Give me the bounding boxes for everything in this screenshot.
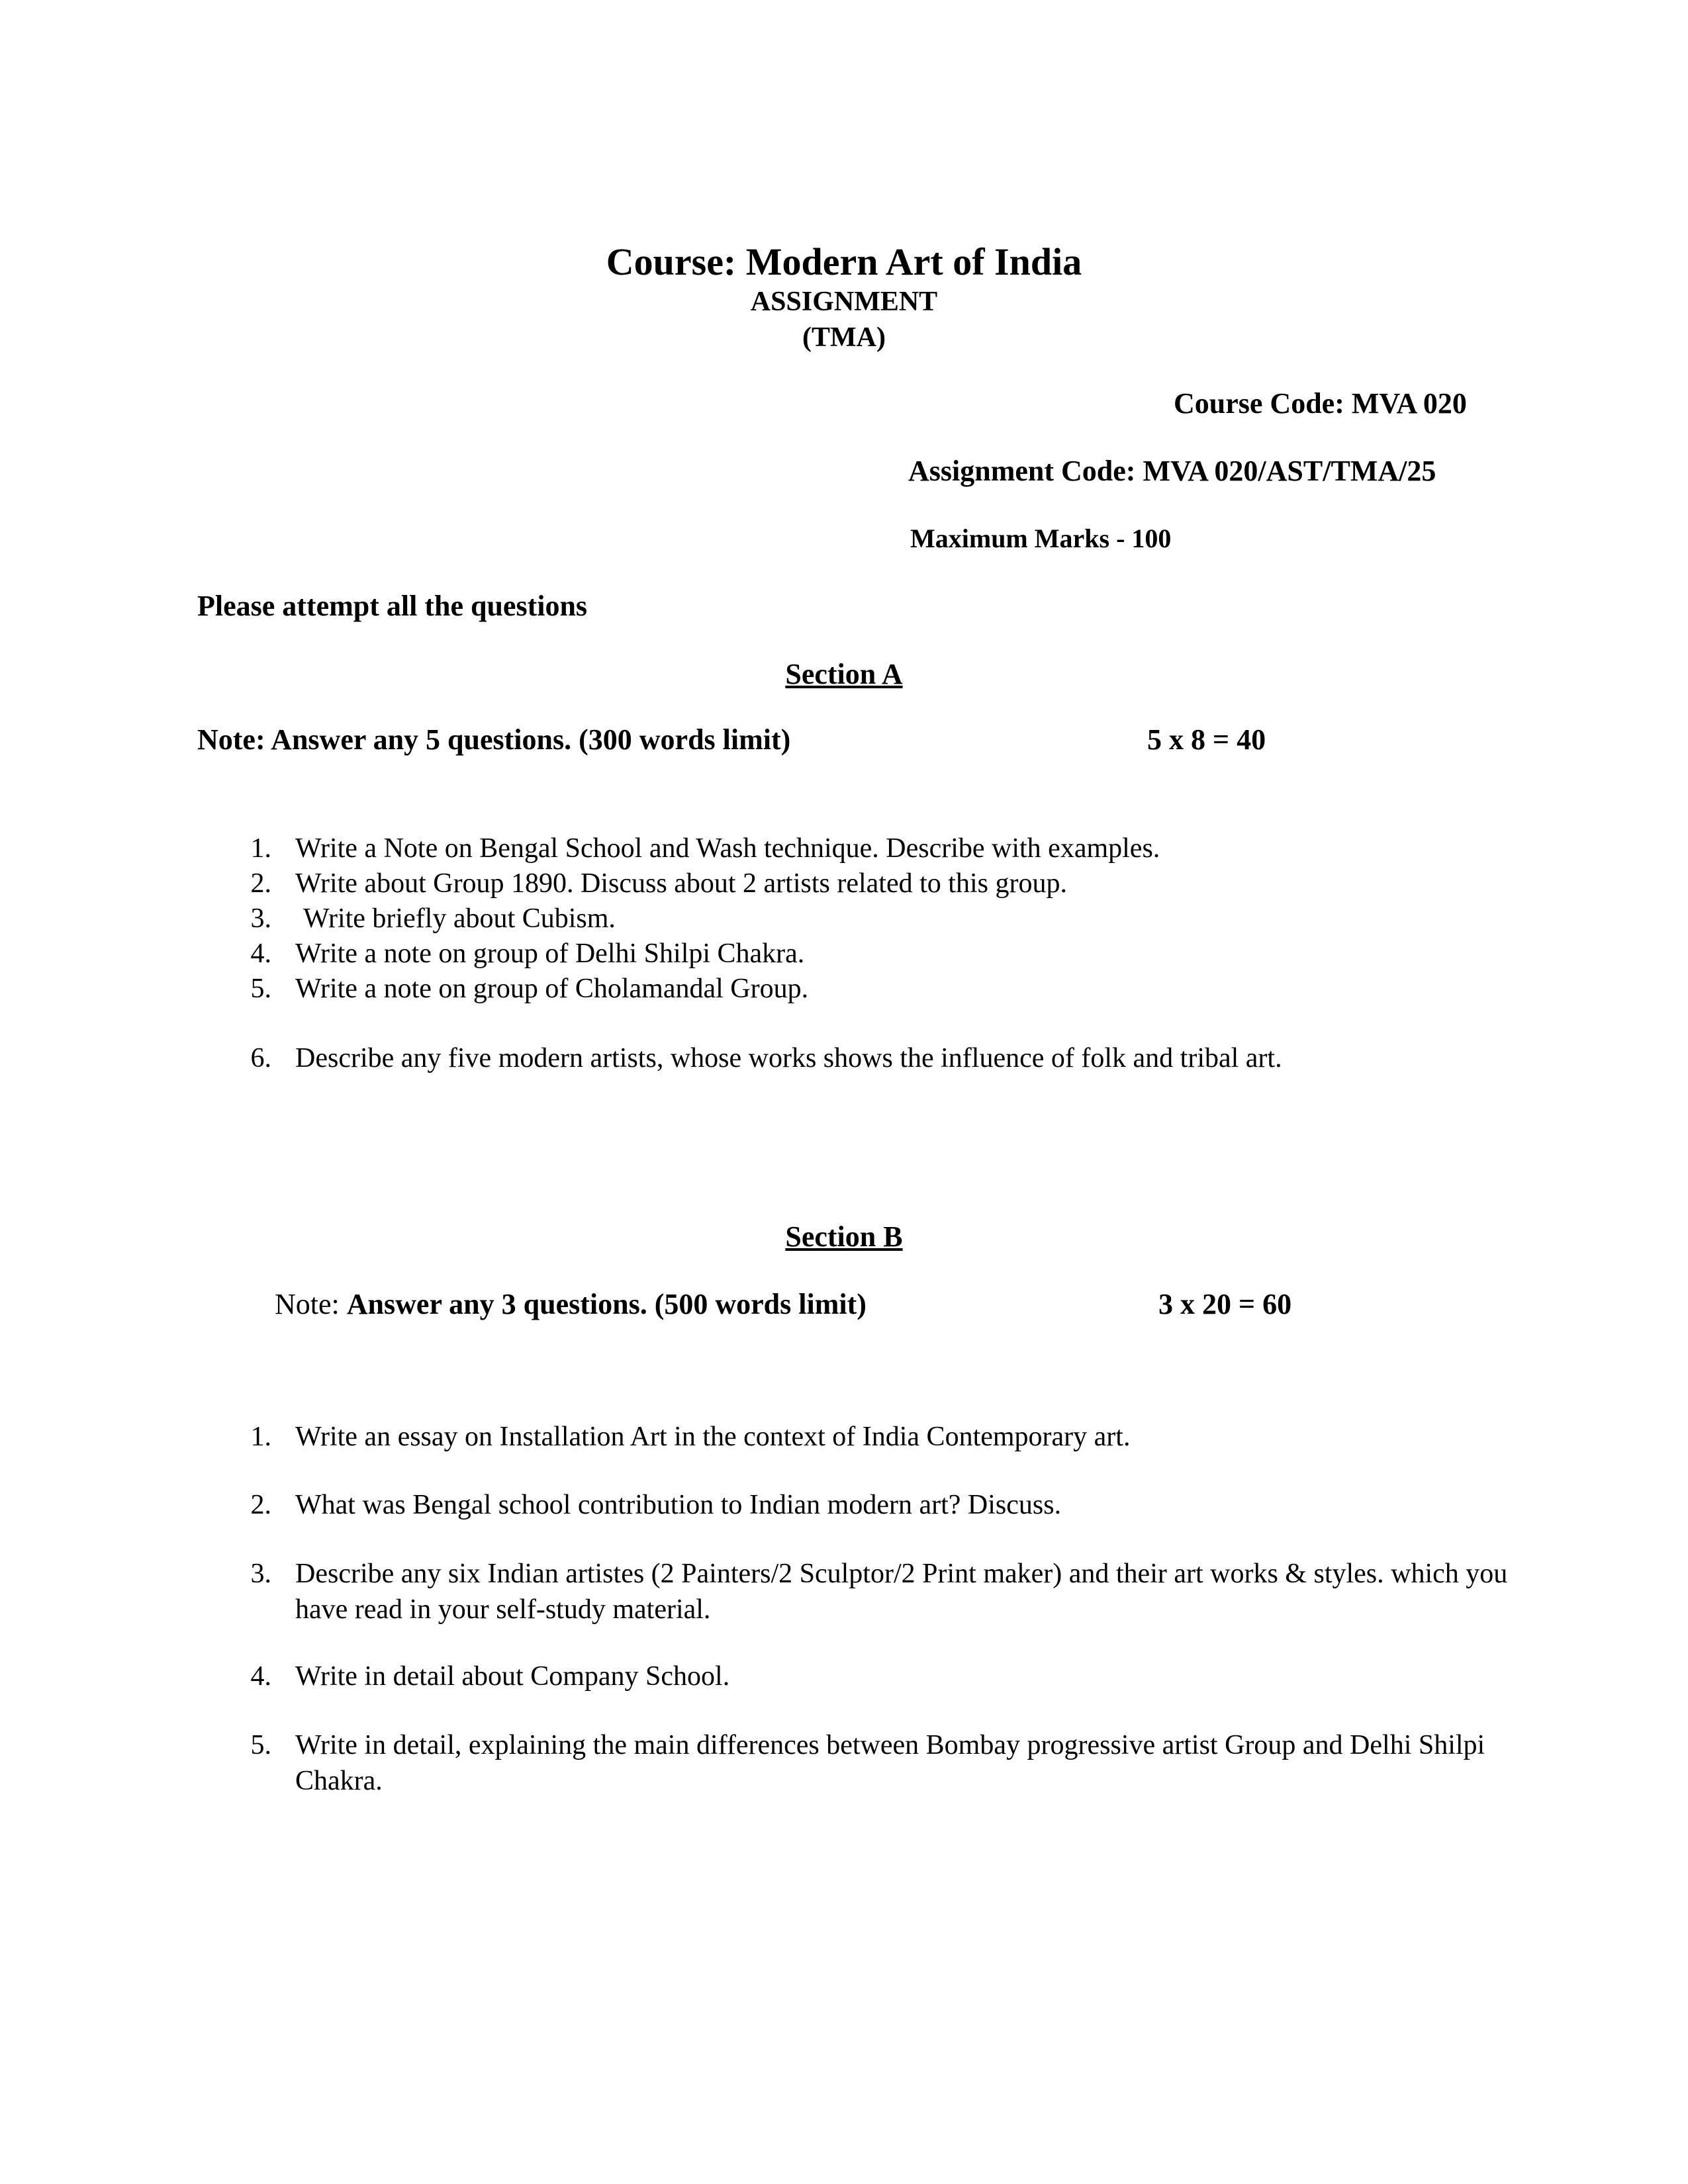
section-b-heading: Section B [785, 1220, 903, 1253]
section-a-question-text: Write a Note on Bengal School and Wash technique. Describe with examples. [295, 833, 1160, 864]
tma-label: (TMA) [802, 322, 886, 353]
section-b-question-text: Describe any six Indian artistes (2 Painters/2 Sculptor/2 Print maker) and their art works & styles. which you have read in your self-study material. [295, 1559, 1508, 1625]
section-b-note [275, 1287, 867, 1321]
section-a-heading: Section A [785, 658, 903, 690]
section-b-note-prefix: Note: [275, 1288, 347, 1320]
instruction-text: Please attempt all the questions [197, 590, 588, 622]
section-b-note-text: Answer any 3 questions. (500 words limit) [346, 1288, 867, 1320]
section-a-note: Note: Answer any 5 questions. (300 words limit) [197, 723, 791, 756]
section-b-question-number: 1. [250, 1422, 271, 1452]
section-a-question-text: Write about Group 1890. Discuss about 2 artists related to this group. [295, 868, 1067, 899]
assignment-label: ASSIGNMENT [750, 287, 938, 317]
section-b-question-text: Write in detail about Company School. [295, 1661, 730, 1692]
section-a-question-text: Write a note on group of Delhi Shilpi Chakra. [295, 938, 805, 969]
section-b-marks: 3 x 20 = 60 [1158, 1288, 1292, 1320]
section-a-question-number: 4. [250, 938, 271, 969]
section-a-marks: 5 x 8 = 40 [1147, 723, 1266, 756]
section-a-question-number: 3. [250, 903, 271, 934]
section-b-question-text: Write in detail, explaining the main differences between Bombay progressive artist Group and Delhi Shilpi Chakra. [295, 1730, 1485, 1796]
section-b-question-number: 5. [250, 1730, 271, 1760]
section-b-question-number: 3. [250, 1559, 271, 1589]
section-b-question-text: Write an essay on Installation Art in the context of India Contemporary art. [295, 1422, 1131, 1452]
section-a-question-text: Write a note on group of Cholamandal Group. [295, 974, 809, 1004]
section-a-question-number: 1. [250, 833, 271, 864]
section-a-question-text: Write briefly about Cubism. [303, 903, 616, 934]
course-code: Course Code: MVA 020 [1174, 387, 1467, 420]
course-title: Course: Modern Art of India [606, 240, 1082, 283]
section-b-question-number: 4. [250, 1661, 271, 1692]
section-a-question-text: Describe any five modern artists, whose works shows the influence of folk and tribal art. [295, 1043, 1282, 1073]
section-a-question-number: 2. [250, 868, 271, 899]
section-b-question-number: 2. [250, 1490, 271, 1520]
section-a-question-number: 6. [250, 1043, 271, 1073]
section-b-question-text: What was Bengal school contribution to Indian modern art? Discuss. [295, 1490, 1062, 1520]
assignment-code: Assignment Code: MVA 020/AST/TMA/25 [908, 455, 1436, 487]
maximum-marks: Maximum Marks - 100 [910, 523, 1172, 553]
section-a-question-number: 5. [250, 974, 271, 1004]
